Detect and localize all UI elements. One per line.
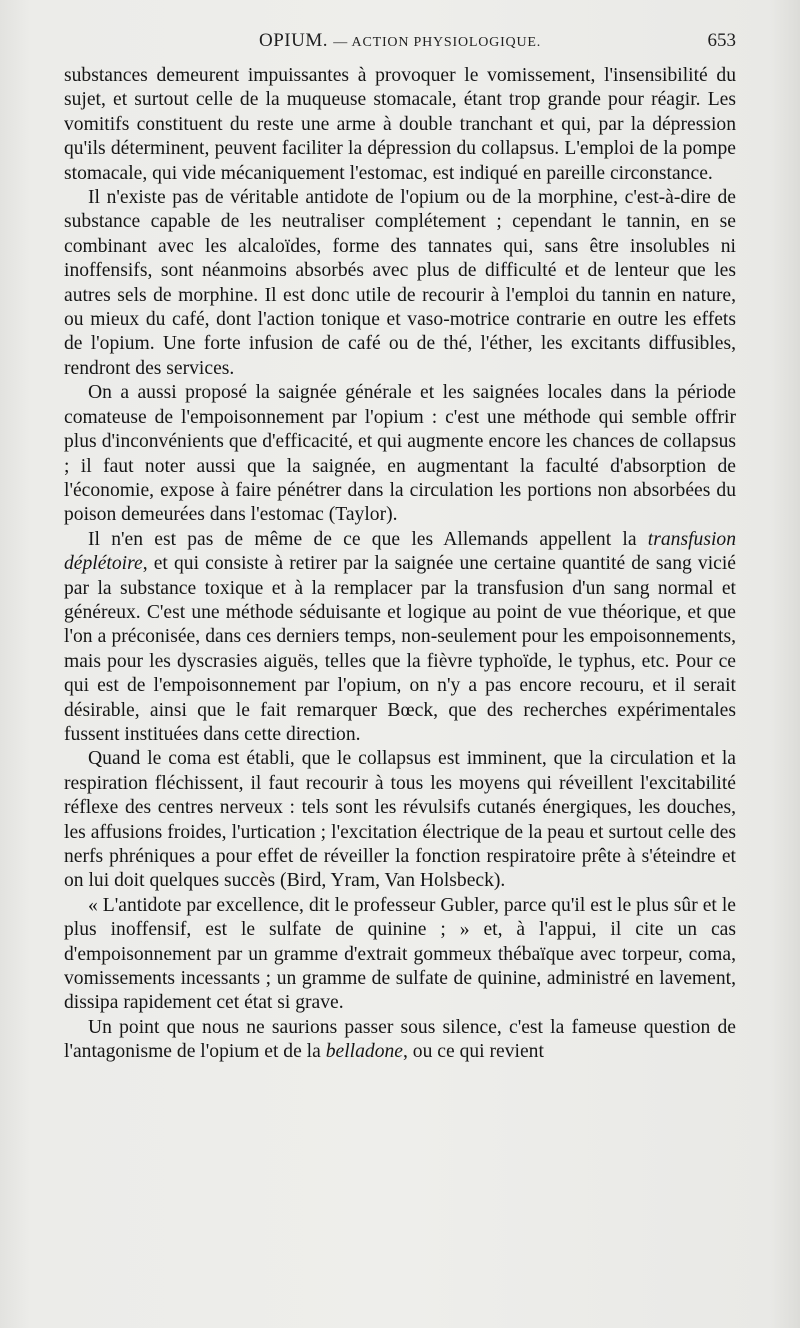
page-number: 653 — [707, 30, 736, 51]
paragraph-4-rest: , et qui consiste à retirer par la saignée une certaine quantité de sang vicié par la substance toxique et à la remplacer par la transfusion d'un sang normal et généreux. C'est une méthode séduisante et logique au point de vue théorique, et que l'on a préconisée, dans ces derniers temps, non-seulement pour les empoisonnements, mais pour les dyscrasies aiguës, telles que la fièvre typhoïde, le typhus, etc. Pour ce qui est de l'empoisonnement par l'opium, on n'y a pas encore recouru, et il serait désirable, ainsi que le fait remarquer Bœck, que des recherches expérimentales fussent instituées dans cette direction. — [64, 553, 736, 745]
paragraph-3: On a aussi proposé la saignée générale et les saignées locales dans la période comateuse de l'empoisonnement par l'opium : c'est une méthode qui semble offrir plus d'inconvénients que d'efficacité, et qui augmente encore les chances de collapsus ; il faut noter aussi que la saignée, en augmentant la faculté d'absorption de l'économie, expose à faire pénétrer dans la circulation les portions non absorbées du poison demeurées dans l'estomac (Taylor). — [64, 382, 736, 526]
paragraph-5: Quand le coma est établi, que le collapsus est imminent, que la circulation et la respiration fléchissent, il faut recourir à tous les moyens qui réveillent l'excitabilité réflexe des centres nerveux : tels sont les révulsifs cutanés énergiques, les douches, les affusions froides, l'urtication ; l'excitation électrique de la peau et surtout celle des nerfs phréniques a pour effet de réveiller la fonction respiratoire prête à s'éteindre et on lui doit quelques succès (Bird, Yram, Van Holsbeck). — [64, 748, 736, 892]
running-head-main: OPIUM. — [258, 30, 328, 51]
paragraph-4 — [64, 528, 736, 748]
paragraph-2: Il n'existe pas de véritable antidote de l'opium ou de la morphine, c'est-à-dire de substance capable de les neutraliser complétement ; cependant le tannin, en se combinant avec les alcaloïdes, forme des tannates qui, sans être insolubles ni inoffensifs, sont néanmoins absorbés avec plus de difficulté et de lenteur que les autres sels de morphine. Il est donc utile de recourir à l'emploi du tannin en nature, ou mieux du café, dont l'action tonique et vaso-motrice contrarie en outre les effets de l'opium. Une forte infusion de café ou de thé, l'éther, les excitants diffusibles, rendront des services. — [64, 187, 736, 379]
running-head — [64, 30, 736, 58]
body-text — [64, 64, 736, 1065]
paragraph-7-italic-term: belladone — [325, 1041, 403, 1063]
running-head-subtitle: — ACTION PHYSIOLOGIQUE. — [333, 35, 542, 50]
running-head-title — [64, 30, 736, 52]
paragraph-6: « L'antidote par excellence, dit le professeur Gubler, parce qu'il est le plus sûr et le plus inoffensif, est le sulfate de quinine ; » et, à l'appui, il cite un cas d'empoisonnement par un gramme d'extrait gommeux thébaïque avec torpeur, coma, vomissements incessants ; un gramme de sulfate de quinine, administré en lavement, dissipa rapidement cet état si grave. — [64, 894, 736, 1014]
paragraph-4-italic-term: transfusion déplétoire — [64, 528, 736, 575]
paragraph-7 — [64, 1016, 736, 1065]
paragraph-7-rest: , ou ce qui revient — [402, 1041, 544, 1063]
paragraph-1: substances demeurent impuissantes à provoquer le vomissement, l'insensibilité du sujet, et surtout celle de la muqueuse stomacale, étant trop grande pour réagir. Les vomitifs constituent du reste une arme à double tranchant et qui, par la dépression qu'ils déterminent, peuvent faciliter la dépression du collapsus. L'emploi de la pompe stomacale, qui vide mécaniquement l'estomac, est indiqué en pareille circonstance. — [64, 65, 736, 184]
paragraph-4-lead: Il n'en est pas de même de ce que les Allemands appellent la — [88, 528, 648, 550]
paragraph-7-lead: Un point que nous ne saurions passer sous silence, c'est la fameuse question de l'antagonisme de l'opium et de la — [64, 1016, 736, 1063]
